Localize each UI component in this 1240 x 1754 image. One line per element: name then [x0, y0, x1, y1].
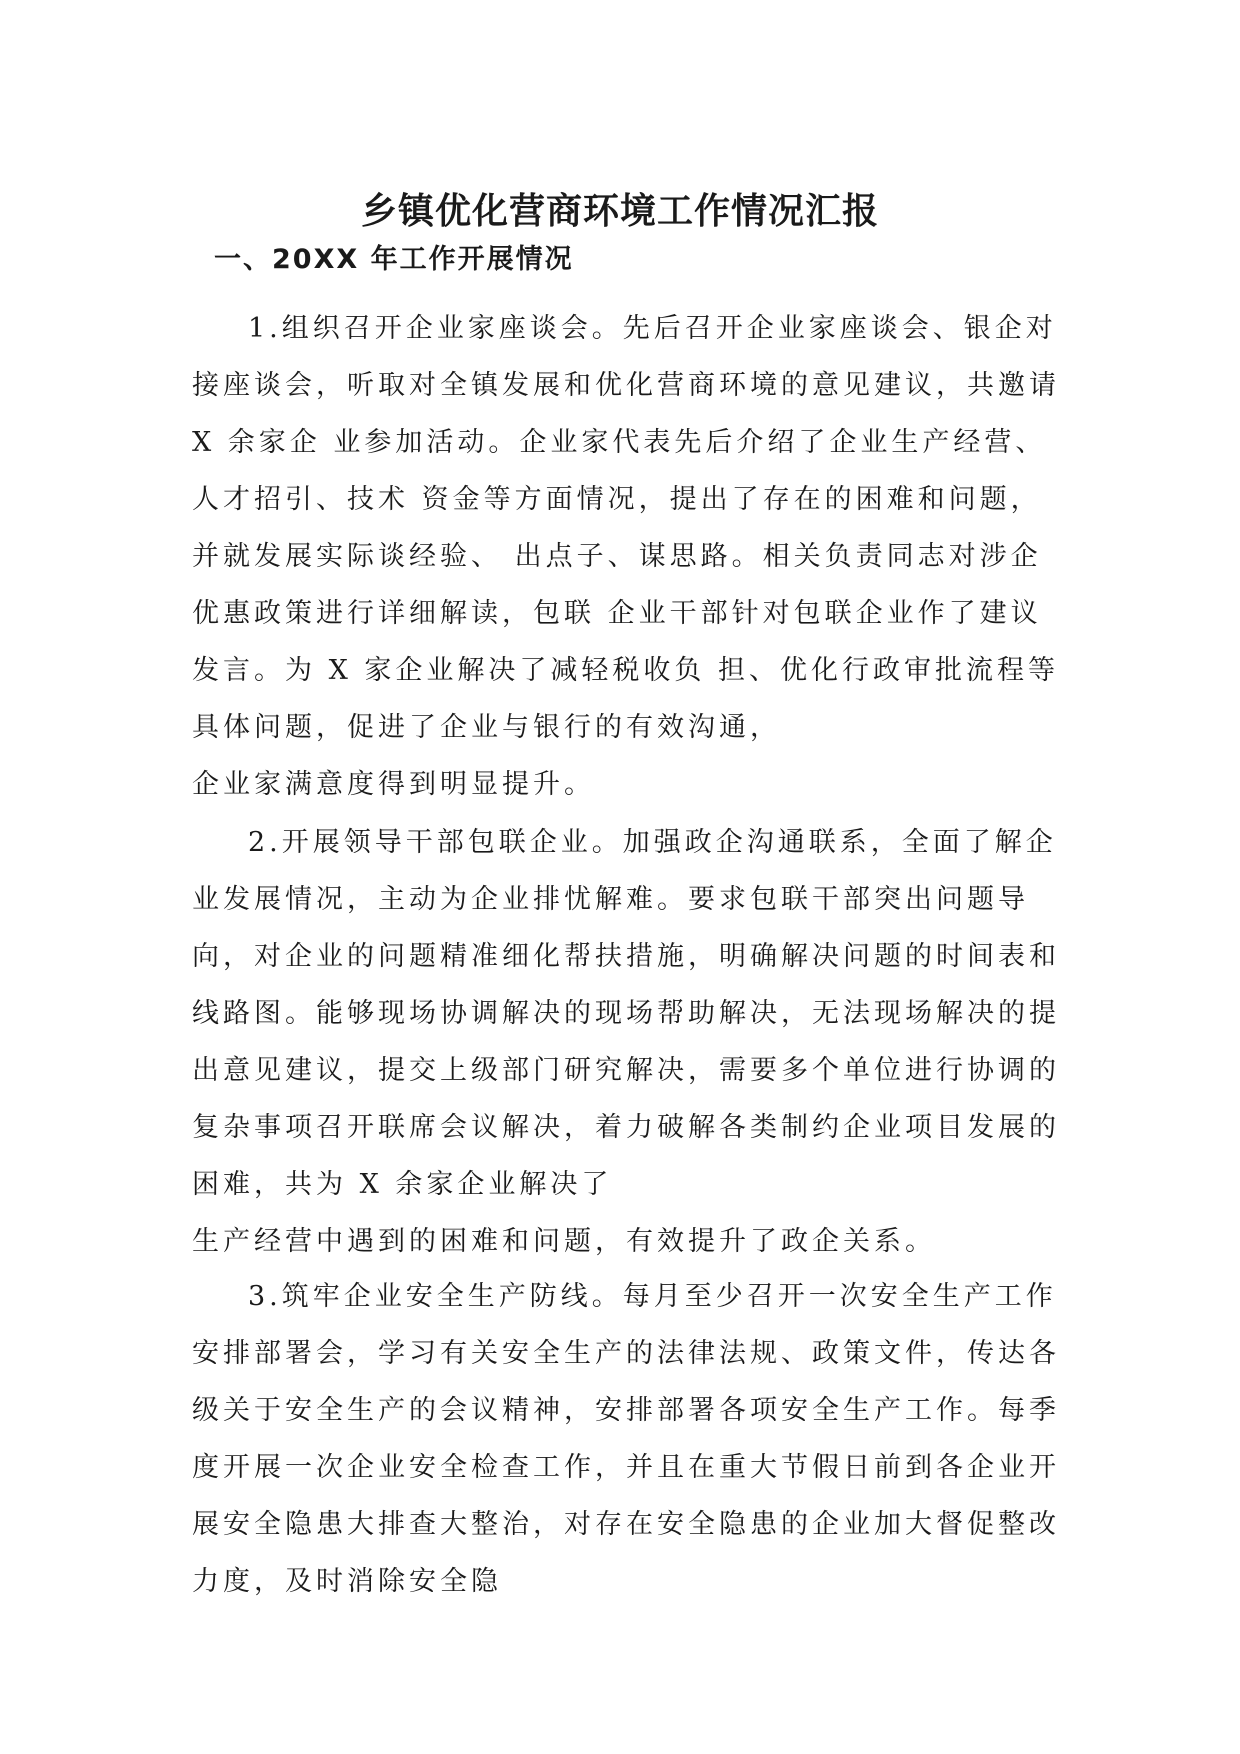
paragraph-block [192, 1268, 1060, 1610]
section-heading: 一、20XX 年工作开展情况 [214, 244, 574, 275]
paragraph-block [192, 300, 1060, 813]
paragraph-block [192, 814, 1060, 1270]
paragraph: 2.开展领导干部包联企业。加强政企沟通联系，全面了解企业发展情况，主动为企业排忧解难。要求包联干部突出问题导向，对企业的问题精准细化帮扶措施，明确解决问题的时间表和线路图。能够现场协调解决的现场帮助解决，无法现场解决的提出意见建议，提交上级部门研究解决，需要多个单位进行协调的复杂事项召开联席会议解决，着力破解各类制约企业项目发展的困难，共为 X 余家企业解决了 [192, 827, 1060, 1200]
paragraph: 3.筑牢企业安全生产防线。每月至少召开一次安全生产工作安排部署会，学习有关安全生产的法律法规、政策文件，传达各级关于安全生产的会议精神，安排部署各项安全生产工作。每季度开展一次企业安全检查工作，并且在重大节假日前到各企业开展安全隐患大排查大整治，对存在安全隐患的企业加大督促整改力度，及时消除安全隐 [192, 1281, 1060, 1597]
paragraph-continuation: 企业家满意度得到明显提升。 [192, 769, 595, 800]
paragraph: 1.组织召开企业家座谈会。先后召开企业家座谈会、银企对接座谈会，听取对全镇发展和优化营商环境的意见建议，共邀请 X 余家企 业参加活动。企业家代表先后介绍了企业生产经营、人才招引、技术 资金等方面情况，提出了存在的困难和问题，并就发展实际谈经验、 出点子、谋思路。相关负责同志对涉企优惠政策进行详细解读，包联 企业干部针对包联企业作了建议发言。为 X 家企业解决了减轻税收负 担、优化行政审批流程等具体问题，促进了企业与银行的有效沟通， [192, 313, 1060, 743]
paragraph-continuation: 生产经营中遇到的困难和问题，有效提升了政企关系。 [192, 1226, 936, 1257]
document-title: 乡镇优化营商环境工作情况汇报 [360, 191, 879, 232]
